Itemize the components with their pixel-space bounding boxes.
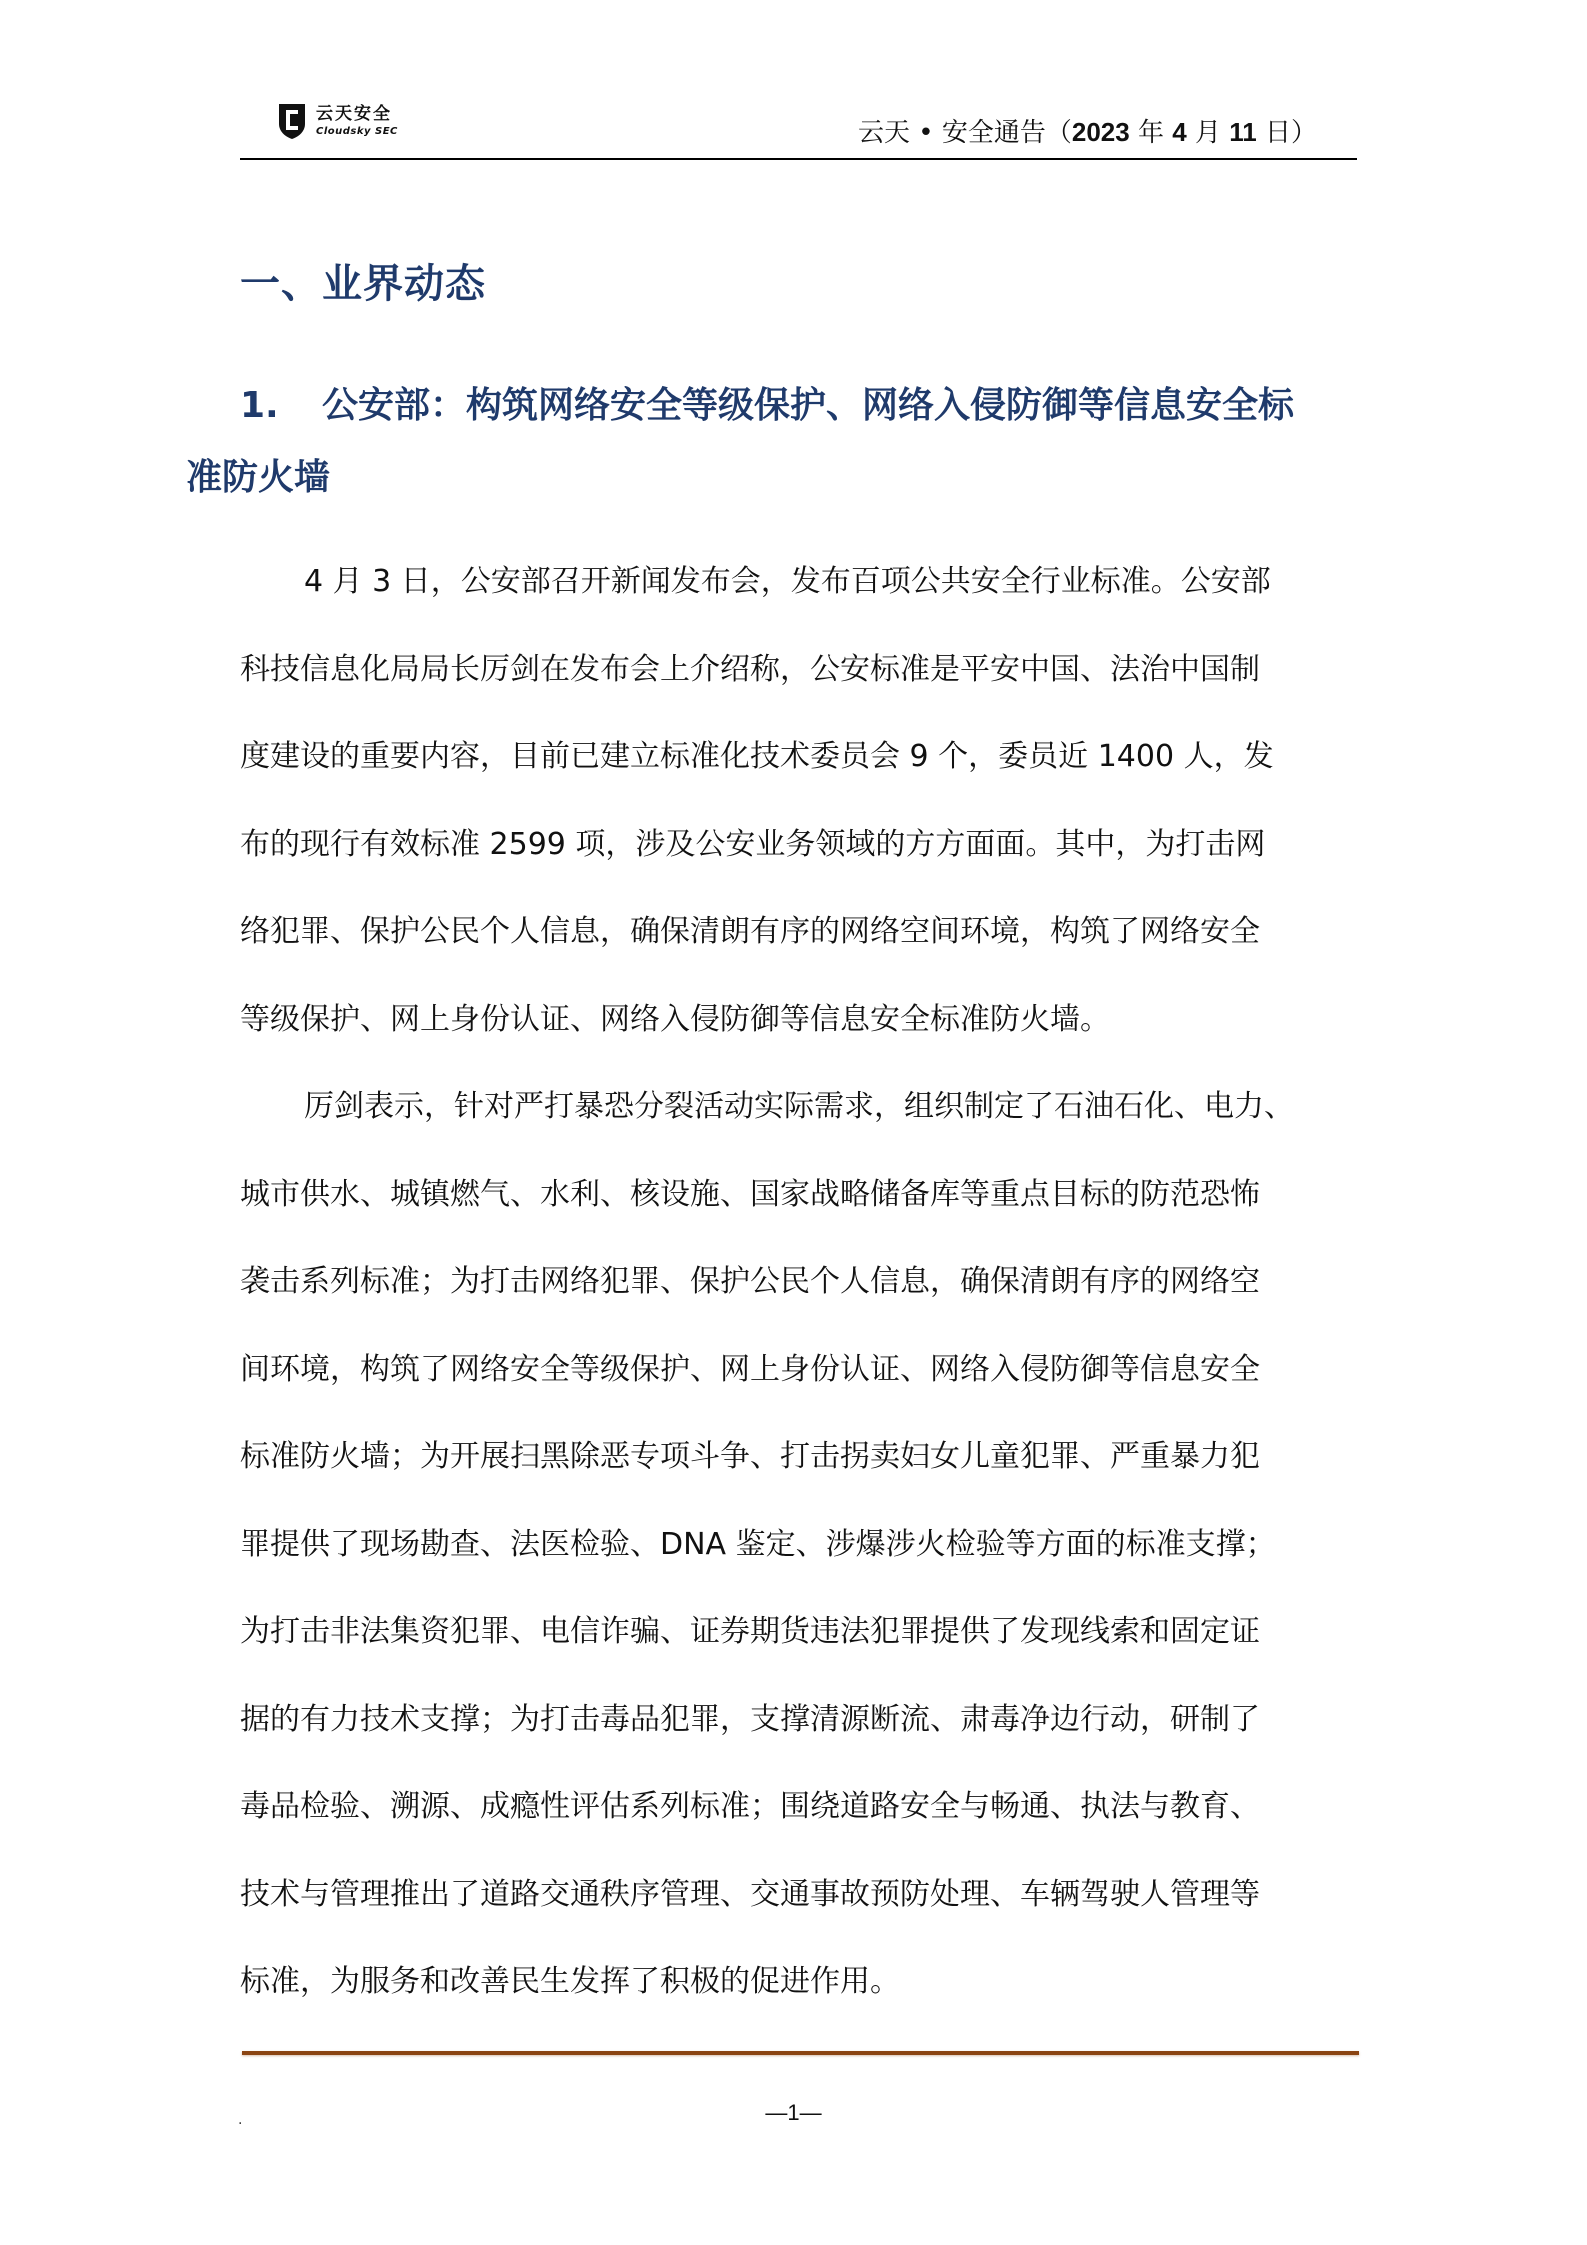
article-heading-line-1 (186, 362, 1346, 450)
bulletin-month-unit: 月 (1186, 118, 1230, 148)
bulletin-day: 11 (1229, 117, 1257, 147)
paragraph-1 (240, 538, 1340, 1063)
bulletin-title-suffix: 日） (1256, 118, 1317, 148)
paragraph-line: 间环境，构筑了网络安全等级保护、网上身份认证、网络入侵防御等信息安全 (240, 1351, 1260, 1387)
paragraph-line: 度建设的重要内容，目前已建立标准化技术委员会 9 个，委员近 1400 人，发 (240, 739, 1274, 774)
bulletin-title (858, 112, 1317, 149)
paragraph-line: 标准，为服务和改善民生发挥了积极的促进作用。 (240, 1964, 900, 1999)
footer-divider (242, 2051, 1359, 2055)
bulletin-title-prefix: 云天 • 安全通告（ (857, 118, 1072, 148)
paragraph-line: 标准防火墙；为开展扫黑除恶专项斗争、打击拐卖妇女儿童犯罪、严重暴力犯 (240, 1439, 1260, 1474)
logo-name-cn: 云天安全 (316, 103, 392, 124)
paragraph-line: 络犯罪、保护公民个人信息，确保清朗有序的网络空间环境，构筑了网络安全 (240, 914, 1260, 949)
section-heading: 一、业界动态 (240, 261, 486, 307)
article-body (240, 538, 1340, 2026)
page-header (240, 96, 1357, 160)
bulletin-month: 4 (1172, 117, 1187, 147)
article-number: 1. (240, 385, 279, 426)
paragraph-2 (240, 1063, 1340, 2026)
logo-name-en: Cloudsky SEC (316, 125, 398, 137)
paragraph-line: 技术与管理推出了道路交通秩序管理、交通事故预防处理、车辆驾驶人管理等 (240, 1876, 1260, 1912)
company-logo (276, 98, 398, 144)
paragraph-line: 布的现行有效标准 2599 项，涉及公安业务领域的方方面面。其中，为打击网 (240, 826, 1266, 862)
paragraph-line: 毒品检验、溯源、成瘾性评估系列标准；围绕道路安全与畅通、执法与教育、 (240, 1789, 1260, 1824)
article-title-line-2: 准防火墙 (186, 457, 331, 498)
footer-marker: . (238, 2112, 243, 2128)
paragraph-line: 城市供水、城镇燃气、水利、核设施、国家战略储备库等重点目标的防范恐怖 (240, 1176, 1260, 1212)
bulletin-year: 2023 (1071, 117, 1130, 147)
header-divider (240, 158, 1357, 160)
article-title-line-1: 公安部：构筑网络安全等级保护、网络入侵防御等信息安全标 (322, 385, 1295, 426)
paragraph-line: 为打击非法集资犯罪、电信诈骗、证券期货违法犯罪提供了发现线索和固定证 (240, 1614, 1260, 1649)
paragraph-line: 4 月 3 日，公安部召开新闻发布会，发布百项公共安全行业标准。公安部 (304, 564, 1271, 599)
page-number: —1— (765, 2100, 822, 2125)
bulletin-year-unit: 年 (1129, 118, 1173, 148)
article-heading (186, 362, 1346, 522)
paragraph-line: 科技信息化局局长厉剑在发布会上介绍称，公安标准是平安中国、法治中国制 (240, 651, 1260, 687)
paragraph-line: 罪提供了现场勘查、法医检验、DNA 鉴定、涉爆涉火检验等方面的标准支撑； (240, 1526, 1276, 1562)
logo-text (316, 103, 398, 137)
shield-c-logo-icon (276, 102, 308, 140)
paragraph-line: 袭击系列标准；为打击网络犯罪、保护公民个人信息，确保清朗有序的网络空 (240, 1264, 1260, 1299)
paragraph-line: 等级保护、网上身份认证、网络入侵防御等信息安全标准防火墙。 (240, 1001, 1110, 1037)
paragraph-line: 厉剑表示，针对严打暴恐分裂活动实际需求，组织制定了石油石化、电力、 (304, 1089, 1294, 1124)
paragraph-line: 据的有力技术支撑；为打击毒品犯罪，支撑清源断流、肃毒净边行动，研制了 (240, 1701, 1260, 1737)
